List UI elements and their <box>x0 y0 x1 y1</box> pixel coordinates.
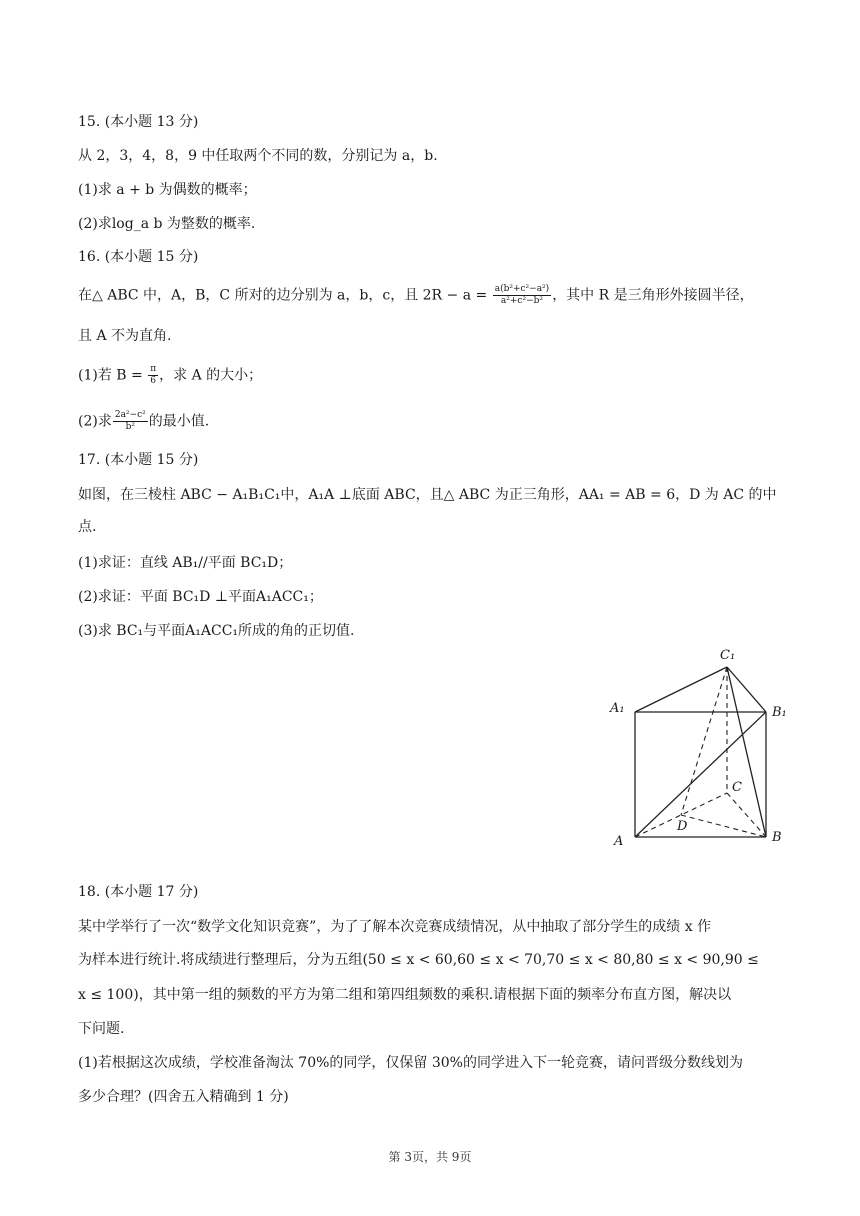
edge-DB <box>681 815 766 837</box>
label-B: B <box>772 830 782 845</box>
q15-stem: 从 2，3，4，8，9 中任取两个不同的数，分别记为 a，b. <box>78 148 438 164</box>
edge-AB1 <box>635 712 766 837</box>
q17-part2: (2)求证：平面 BC₁D ⊥平面A₁ACC₁； <box>78 589 323 605</box>
q18-line3: x ≤ 100)，其中第一组的频数的平方为第二组和第四组频数的乘积.请根据下面的频率分布直方图，解决以 <box>78 987 732 1003</box>
q16-part1-numerator: π <box>150 364 157 374</box>
q15-part1: (1)求 a + b 为偶数的概率； <box>78 182 257 198</box>
label-C: C <box>732 780 742 795</box>
q18-line4: 下问题. <box>78 1021 125 1037</box>
edge-C1D <box>681 667 727 815</box>
q16-part1-denominator: 6 <box>150 376 157 386</box>
q16-part1 <box>78 364 262 387</box>
q16-title: 16. (本小题 15 分) <box>78 249 199 265</box>
q16-stem-fraction <box>493 284 551 307</box>
q16-part2-fraction <box>113 410 148 433</box>
q16-part1-b: ，求 A 的大小； <box>159 367 263 384</box>
q16-frac-denominator: a²+c²−b² <box>500 296 543 306</box>
q17-stem-continued: 点. <box>78 519 97 535</box>
q16-part2-b: 的最小值. <box>148 413 210 430</box>
q16-part1-fraction <box>148 364 158 387</box>
q17-stem: 如图，在三棱柱 ABC − A₁B₁C₁中，A₁A ⊥底面 ABC，且△ ABC 为正三角形，AA₁ = AB = 6，D 为 AC 的中 <box>78 487 777 503</box>
q17-title: 17. (本小题 15 分) <box>78 452 199 468</box>
label-A1: A₁ <box>610 701 625 716</box>
label-C1: C₁ <box>720 648 736 663</box>
q15-title: 15. (本小题 13 分) <box>78 114 199 130</box>
q16-stem-continued: 且 A 不为直角. <box>78 328 172 344</box>
q18-part1-line1: (1)若根据这次成绩，学校准备淘汰 70%的同学，仅保留 30%的同学进入下一轮竞赛，请问晋级分数线划为 <box>78 1055 743 1071</box>
label-A: A <box>614 834 624 849</box>
q16-part2-denominator: b² <box>125 422 135 432</box>
q16-stem-part-b: ，其中 R 是三角形外接圆半径， <box>552 287 754 304</box>
q16-stem <box>78 284 754 307</box>
q16-part2 <box>78 410 209 433</box>
q16-part2-a: (2)求 <box>78 413 112 430</box>
prism-figure <box>600 640 800 860</box>
q18-title: 18. (本小题 17 分) <box>78 884 199 900</box>
q16-frac-numerator: a(b²+c²−a²) <box>494 284 550 294</box>
edge-C1B <box>727 667 766 837</box>
edge-A1C1 <box>635 667 727 712</box>
edge-CB <box>727 793 766 837</box>
page-footer: 第 3页，共 9页 <box>388 1150 472 1164</box>
q17-part3: (3)求 BC₁与平面A₁ACC₁所成的角的正切值. <box>78 623 355 639</box>
label-B1: B₁ <box>772 705 787 720</box>
q18-line1: 某中学举行了一次“数学文化知识竞赛”，为了了解本次竞赛成绩情况，从中抽取了部分学生的成绩 x 作 <box>78 919 712 935</box>
q16-part1-a: (1)若 B = <box>78 367 143 384</box>
q17-part1: (1)求证：直线 AB₁//平面 BC₁D； <box>78 555 293 571</box>
q18-line2: 为样本进行统计.将成绩进行整理后，分为五组(50 ≤ x < 60,60 ≤ x < 70,70 ≤ x < 80,80 ≤ x < 90,90 ≤ <box>78 952 759 968</box>
q16-part2-numerator: 2a²−c² <box>114 410 146 420</box>
edge-C1B1 <box>727 667 766 712</box>
q15-part2: (2)求log_a b 为整数的概率. <box>78 216 256 232</box>
q18-part1-line2: 多少合理？(四舍五入精确到 1 分) <box>78 1089 289 1105</box>
label-D: D <box>677 819 688 834</box>
q16-stem-part-a: 在△ ABC 中，A，B，C 所对的边分别为 a，b，c，且 2R − a = <box>78 287 488 304</box>
